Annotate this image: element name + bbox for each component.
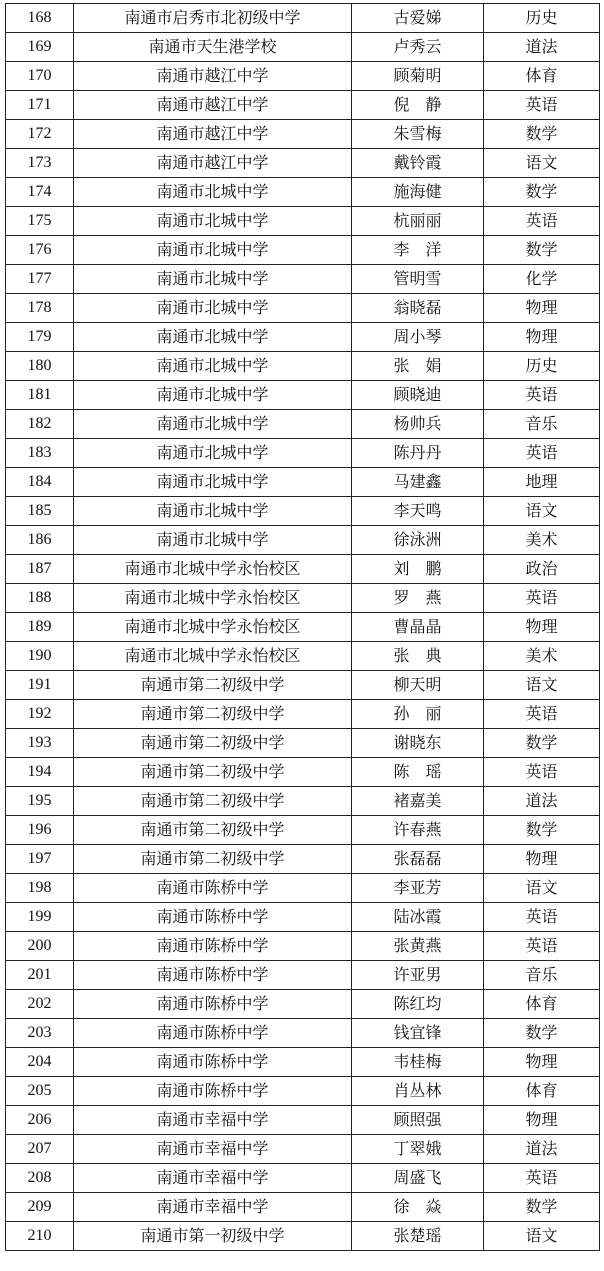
subject-cell: 美术 [484,642,600,671]
school-cell: 南通市越江中学 [74,62,352,91]
teacher-name-cell: 倪 静 [352,91,484,120]
school-cell: 南通市北城中学永怡校区 [74,584,352,613]
table-row [6,555,600,584]
subject-cell: 英语 [484,903,600,932]
school-cell: 南通市第一初级中学 [74,1222,352,1251]
subject-cell: 历史 [484,352,600,381]
table-body [6,4,600,1251]
table-row [6,410,600,439]
row-number-cell: 200 [6,932,74,961]
subject-cell: 历史 [484,4,600,33]
table-row [6,294,600,323]
subject-cell: 数学 [484,1193,600,1222]
subject-cell: 英语 [484,758,600,787]
teacher-name-cell: 谢晓东 [352,729,484,758]
teacher-name-cell: 徐 焱 [352,1193,484,1222]
table-row [6,1106,600,1135]
teacher-name-cell: 杨帅兵 [352,410,484,439]
school-cell: 南通市第二初级中学 [74,845,352,874]
teacher-name-cell: 古爱娣 [352,4,484,33]
teacher-name-cell: 许春燕 [352,816,484,845]
row-number-cell: 168 [6,4,74,33]
row-number-cell: 203 [6,1019,74,1048]
subject-cell: 数学 [484,816,600,845]
subject-cell: 英语 [484,700,600,729]
teacher-name-cell: 褚嘉美 [352,787,484,816]
subject-cell: 数学 [484,236,600,265]
school-cell: 南通市陈桥中学 [74,1019,352,1048]
school-cell: 南通市北城中学 [74,381,352,410]
school-cell: 南通市北城中学永怡校区 [74,642,352,671]
subject-cell: 数学 [484,120,600,149]
row-number-cell: 175 [6,207,74,236]
teacher-name-cell: 柳天明 [352,671,484,700]
row-number-cell: 210 [6,1222,74,1251]
row-number-cell: 208 [6,1164,74,1193]
teacher-name-cell: 张磊磊 [352,845,484,874]
table-row [6,700,600,729]
subject-cell: 物理 [484,1106,600,1135]
school-cell: 南通市陈桥中学 [74,874,352,903]
subject-cell: 道法 [484,33,600,62]
table-row [6,729,600,758]
row-number-cell: 191 [6,671,74,700]
subject-cell: 数学 [484,1019,600,1048]
row-number-cell: 178 [6,294,74,323]
teacher-name-cell: 钱宜锋 [352,1019,484,1048]
school-cell: 南通市陈桥中学 [74,1077,352,1106]
school-cell: 南通市第二初级中学 [74,671,352,700]
row-number-cell: 204 [6,1048,74,1077]
subject-cell: 物理 [484,323,600,352]
subject-cell: 物理 [484,1048,600,1077]
teacher-name-cell: 罗 燕 [352,584,484,613]
subject-cell: 英语 [484,584,600,613]
teacher-name-cell: 张 典 [352,642,484,671]
school-cell: 南通市陈桥中学 [74,990,352,1019]
school-cell: 南通市北城中学 [74,265,352,294]
subject-cell: 英语 [484,932,600,961]
school-cell: 南通市北城中学 [74,323,352,352]
subject-cell: 英语 [484,207,600,236]
row-number-cell: 206 [6,1106,74,1135]
row-number-cell: 174 [6,178,74,207]
row-number-cell: 177 [6,265,74,294]
table-row [6,323,600,352]
subject-cell: 道法 [484,1135,600,1164]
subject-cell: 政治 [484,555,600,584]
row-number-cell: 193 [6,729,74,758]
row-number-cell: 201 [6,961,74,990]
teacher-name-cell: 李天鸣 [352,497,484,526]
teacher-name-cell: 曹晶晶 [352,613,484,642]
row-number-cell: 171 [6,91,74,120]
teacher-name-cell: 管明雪 [352,265,484,294]
row-number-cell: 190 [6,642,74,671]
school-cell: 南通市陈桥中学 [74,1048,352,1077]
school-cell: 南通市幸福中学 [74,1193,352,1222]
table-row [6,671,600,700]
subject-cell: 物理 [484,845,600,874]
school-cell: 南通市陈桥中学 [74,932,352,961]
row-number-cell: 179 [6,323,74,352]
row-number-cell: 170 [6,62,74,91]
row-number-cell: 172 [6,120,74,149]
school-cell: 南通市越江中学 [74,149,352,178]
row-number-cell: 195 [6,787,74,816]
table-row [6,265,600,294]
table-row [6,1135,600,1164]
table-row [6,1048,600,1077]
table-row [6,207,600,236]
subject-cell: 语文 [484,874,600,903]
teacher-name-cell: 周盛飞 [352,1164,484,1193]
table-row [6,845,600,874]
subject-cell: 语文 [484,497,600,526]
table-row [6,758,600,787]
table-row [6,33,600,62]
school-cell: 南通市北城中学 [74,352,352,381]
school-cell: 南通市第二初级中学 [74,787,352,816]
teacher-name-cell: 张黄燕 [352,932,484,961]
school-cell: 南通市北城中学 [74,439,352,468]
teacher-name-cell: 肖丛林 [352,1077,484,1106]
table-row [6,439,600,468]
row-number-cell: 194 [6,758,74,787]
row-number-cell: 189 [6,613,74,642]
teacher-name-cell: 卢秀云 [352,33,484,62]
table-row [6,468,600,497]
row-number-cell: 192 [6,700,74,729]
teacher-name-cell: 马建鑫 [352,468,484,497]
table-row [6,932,600,961]
teacher-name-cell: 张楚瑶 [352,1222,484,1251]
school-cell: 南通市幸福中学 [74,1135,352,1164]
row-number-cell: 182 [6,410,74,439]
school-cell: 南通市北城中学永怡校区 [74,613,352,642]
table-row [6,642,600,671]
school-cell: 南通市天生港学校 [74,33,352,62]
table-row [6,874,600,903]
teacher-name-cell: 陈丹丹 [352,439,484,468]
subject-cell: 物理 [484,613,600,642]
teacher-name-cell: 韦桂梅 [352,1048,484,1077]
teacher-name-cell: 李 洋 [352,236,484,265]
subject-cell: 化学 [484,265,600,294]
subject-cell: 道法 [484,787,600,816]
row-number-cell: 197 [6,845,74,874]
school-cell: 南通市幸福中学 [74,1164,352,1193]
table-row [6,149,600,178]
row-number-cell: 169 [6,33,74,62]
table-row [6,816,600,845]
table-row [6,91,600,120]
row-number-cell: 183 [6,439,74,468]
school-cell: 南通市越江中学 [74,120,352,149]
teacher-name-cell: 张 娟 [352,352,484,381]
document-page [5,3,599,1251]
subject-cell: 语文 [484,671,600,700]
teacher-name-cell: 丁翠娥 [352,1135,484,1164]
school-cell: 南通市北城中学 [74,526,352,555]
school-cell: 南通市第二初级中学 [74,816,352,845]
teacher-name-cell: 顾菊明 [352,62,484,91]
table-row [6,352,600,381]
teacher-name-cell: 顾晓迪 [352,381,484,410]
school-cell: 南通市北城中学永怡校区 [74,555,352,584]
teacher-name-cell: 刘 鹏 [352,555,484,584]
table-row [6,584,600,613]
table-row [6,961,600,990]
row-number-cell: 173 [6,149,74,178]
subject-cell: 体育 [484,1077,600,1106]
row-number-cell: 209 [6,1193,74,1222]
teacher-name-cell: 李亚芳 [352,874,484,903]
table-row [6,1222,600,1251]
school-cell: 南通市幸福中学 [74,1106,352,1135]
subject-cell: 美术 [484,526,600,555]
school-cell: 南通市北城中学 [74,178,352,207]
school-cell: 南通市陈桥中学 [74,961,352,990]
subject-cell: 物理 [484,294,600,323]
subject-cell: 音乐 [484,410,600,439]
table-row [6,4,600,33]
teacher-name-cell: 陈 瑶 [352,758,484,787]
row-number-cell: 199 [6,903,74,932]
teacher-list-table [5,3,600,1251]
table-row [6,903,600,932]
school-cell: 南通市第二初级中学 [74,729,352,758]
row-number-cell: 196 [6,816,74,845]
subject-cell: 地理 [484,468,600,497]
teacher-name-cell: 周小琴 [352,323,484,352]
table-row [6,381,600,410]
subject-cell: 语文 [484,1222,600,1251]
subject-cell: 体育 [484,990,600,1019]
table-row [6,236,600,265]
row-number-cell: 176 [6,236,74,265]
teacher-name-cell: 戴铃霞 [352,149,484,178]
teacher-name-cell: 徐泳洲 [352,526,484,555]
subject-cell: 语文 [484,149,600,178]
school-cell: 南通市北城中学 [74,410,352,439]
row-number-cell: 207 [6,1135,74,1164]
teacher-name-cell: 陆冰霞 [352,903,484,932]
row-number-cell: 181 [6,381,74,410]
row-number-cell: 202 [6,990,74,1019]
teacher-name-cell: 杭丽丽 [352,207,484,236]
subject-cell: 英语 [484,91,600,120]
table-row [6,526,600,555]
subject-cell: 数学 [484,178,600,207]
subject-cell: 体育 [484,62,600,91]
school-cell: 南通市启秀市北初级中学 [74,4,352,33]
subject-cell: 数学 [484,729,600,758]
school-cell: 南通市第二初级中学 [74,758,352,787]
table-row [6,1193,600,1222]
school-cell: 南通市陈桥中学 [74,903,352,932]
table-row [6,1019,600,1048]
table-row [6,62,600,91]
table-row [6,1077,600,1106]
table-row [6,613,600,642]
school-cell: 南通市北城中学 [74,294,352,323]
table-row [6,787,600,816]
table-row [6,1164,600,1193]
row-number-cell: 205 [6,1077,74,1106]
teacher-name-cell: 顾照强 [352,1106,484,1135]
school-cell: 南通市第二初级中学 [74,700,352,729]
teacher-name-cell: 施海健 [352,178,484,207]
teacher-name-cell: 孙 丽 [352,700,484,729]
row-number-cell: 188 [6,584,74,613]
teacher-name-cell: 许亚男 [352,961,484,990]
school-cell: 南通市北城中学 [74,207,352,236]
table-row [6,497,600,526]
subject-cell: 音乐 [484,961,600,990]
row-number-cell: 180 [6,352,74,381]
school-cell: 南通市北城中学 [74,497,352,526]
table-row [6,120,600,149]
table-row [6,178,600,207]
subject-cell: 英语 [484,439,600,468]
subject-cell: 英语 [484,381,600,410]
teacher-name-cell: 翁晓磊 [352,294,484,323]
table-row [6,990,600,1019]
row-number-cell: 186 [6,526,74,555]
teacher-name-cell: 朱雪梅 [352,120,484,149]
school-cell: 南通市北城中学 [74,236,352,265]
row-number-cell: 185 [6,497,74,526]
school-cell: 南通市越江中学 [74,91,352,120]
school-cell: 南通市北城中学 [74,468,352,497]
subject-cell: 英语 [484,1164,600,1193]
teacher-name-cell: 陈红均 [352,990,484,1019]
row-number-cell: 198 [6,874,74,903]
row-number-cell: 187 [6,555,74,584]
row-number-cell: 184 [6,468,74,497]
